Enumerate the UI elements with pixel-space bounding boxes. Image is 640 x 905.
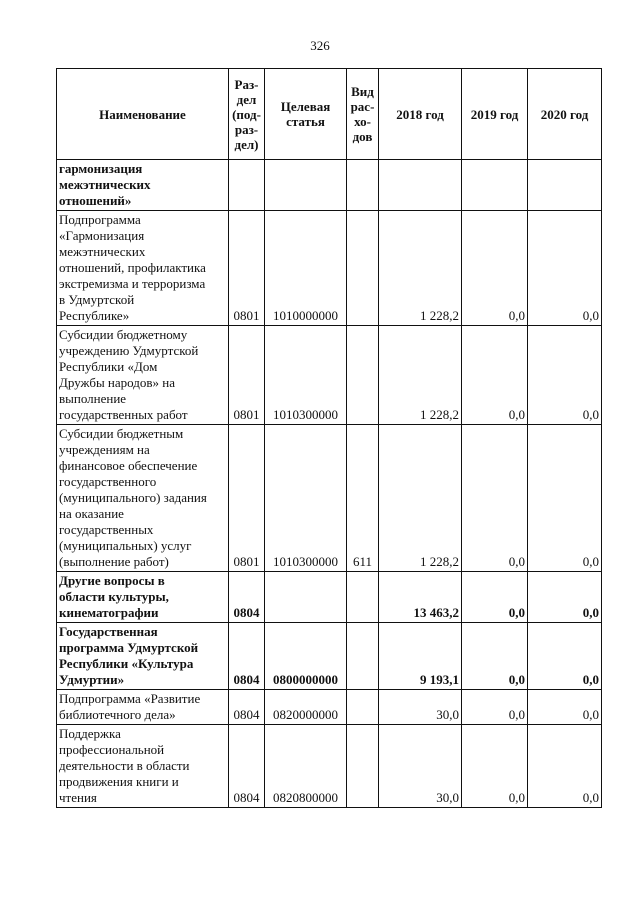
header-name: Наименование (57, 69, 229, 160)
cell-name: Другие вопросы в области культуры, кинематографии (57, 572, 229, 623)
cell-2019 (462, 160, 528, 211)
cell-section: 0804 (229, 572, 265, 623)
cell-kind (347, 623, 379, 690)
budget-table (56, 68, 602, 808)
cell-article (265, 572, 347, 623)
cell-2020: 0,0 (528, 572, 602, 623)
cell-section: 0804 (229, 725, 265, 808)
cell-kind (347, 572, 379, 623)
cell-article (265, 160, 347, 211)
cell-2018: 13 463,2 (379, 572, 462, 623)
cell-kind (347, 690, 379, 725)
header-row (57, 69, 602, 160)
page-number: 326 (310, 38, 330, 53)
header-kind: Вид рас- хо- дов (347, 69, 379, 160)
cell-2019: 0,0 (462, 326, 528, 425)
cell-name: Подпрограмма «Гармонизация межэтнических отношений, профилактика экстремизма и терроризма в Удмуртской Республике» (57, 211, 229, 326)
header-2020: 2020 год (528, 69, 602, 160)
cell-2020: 0,0 (528, 623, 602, 690)
table-row (57, 623, 602, 690)
cell-2018: 30,0 (379, 690, 462, 725)
cell-2018: 1 228,2 (379, 425, 462, 572)
cell-2018: 1 228,2 (379, 326, 462, 425)
cell-name: Субсидии бюджетным учреждениям на финансовое обеспечение государственного (муниципального) задания на оказание государственных (муниципальных) услуг (выполнение работ) (57, 425, 229, 572)
cell-section: 0801 (229, 425, 265, 572)
cell-kind: 611 (347, 425, 379, 572)
cell-2018: 1 228,2 (379, 211, 462, 326)
cell-2019: 0,0 (462, 425, 528, 572)
cell-section: 0801 (229, 211, 265, 326)
header-section: Раз- дел (под- раз- дел) (229, 69, 265, 160)
cell-article: 0800000000 (265, 623, 347, 690)
table-row (57, 326, 602, 425)
table-row (57, 725, 602, 808)
cell-section: 0804 (229, 690, 265, 725)
cell-section: 0804 (229, 623, 265, 690)
cell-article: 1010300000 (265, 326, 347, 425)
header-2019: 2019 год (462, 69, 528, 160)
table-row (57, 572, 602, 623)
cell-name: гармонизация межэтнических отношений» (57, 160, 229, 211)
cell-kind (347, 725, 379, 808)
cell-2019: 0,0 (462, 690, 528, 725)
table-row (57, 211, 602, 326)
cell-2020: 0,0 (528, 211, 602, 326)
cell-kind (347, 326, 379, 425)
cell-article: 1010000000 (265, 211, 347, 326)
cell-2018: 9 193,1 (379, 623, 462, 690)
header-article: Целевая статья (265, 69, 347, 160)
table-row (57, 690, 602, 725)
cell-2019: 0,0 (462, 211, 528, 326)
cell-2020: 0,0 (528, 725, 602, 808)
cell-name: Подпрограмма «Развитие библиотечного дела» (57, 690, 229, 725)
cell-2019: 0,0 (462, 725, 528, 808)
cell-name: Поддержка профессиональной деятельности в области продвижения книги и чтения (57, 725, 229, 808)
header-2018: 2018 год (379, 69, 462, 160)
cell-2020: 0,0 (528, 425, 602, 572)
cell-2020: 0,0 (528, 326, 602, 425)
cell-name: Государственная программа Удмуртской Республики «Культура Удмуртии» (57, 623, 229, 690)
cell-article: 0820800000 (265, 725, 347, 808)
cell-article: 1010300000 (265, 425, 347, 572)
cell-2020: 0,0 (528, 690, 602, 725)
cell-2019: 0,0 (462, 623, 528, 690)
cell-2019: 0,0 (462, 572, 528, 623)
cell-section: 0801 (229, 326, 265, 425)
cell-section (229, 160, 265, 211)
cell-name: Субсидии бюджетному учреждению Удмуртской Республики «Дом Дружбы народов» на выполнение государственных работ (57, 326, 229, 425)
table-row (57, 160, 602, 211)
table-row (57, 425, 602, 572)
cell-article: 0820000000 (265, 690, 347, 725)
cell-kind (347, 211, 379, 326)
cell-2018: 30,0 (379, 725, 462, 808)
cell-2020 (528, 160, 602, 211)
cell-2018 (379, 160, 462, 211)
cell-kind (347, 160, 379, 211)
